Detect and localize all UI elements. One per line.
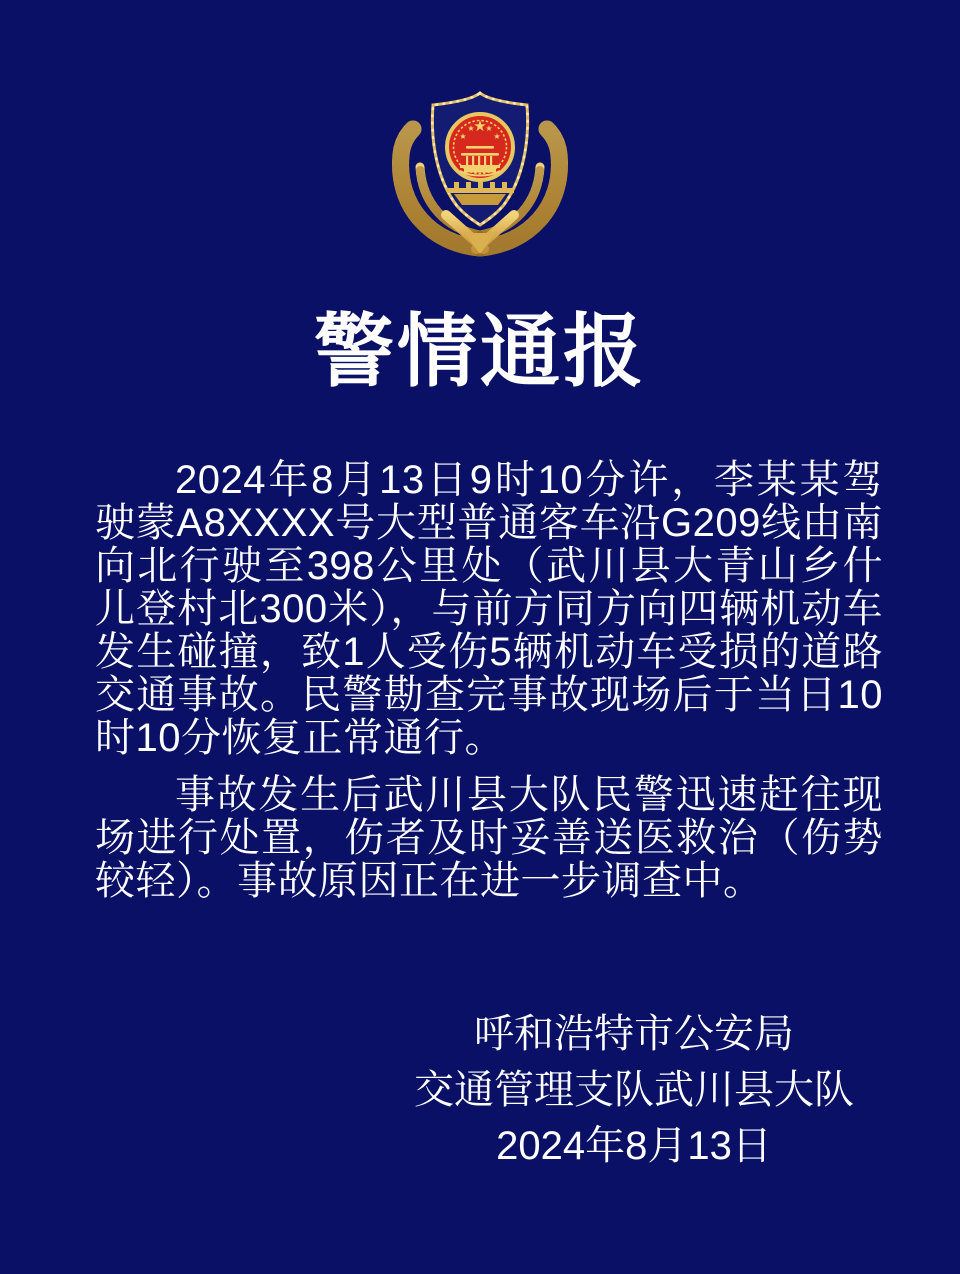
china-police-badge-icon (390, 84, 570, 258)
signature-department: 交通管理支队武川县大队 (414, 1068, 854, 1112)
svg-text:★: ★ (473, 117, 487, 135)
signature-block (384, 1006, 884, 1174)
notice-title: 警情通报 (314, 307, 646, 396)
svg-text:★: ★ (459, 132, 467, 141)
signature-date: 2024年8月13日 (496, 1124, 772, 1168)
notice-body (95, 459, 883, 903)
notice-paragraph-1: 2024年8月13日9时10分许，李某某驾驶蒙A8XXXX号大型普通客车沿G209线由南向北行驶至398公里处（武川县大青山乡什儿登村北300米），与前方同方向四辆机动车发生碰撞，致1人受伤5辆机动车受损的道路交通事故。民警勘查完事故现场后于当日10时10分恢复正常通行。 (95, 458, 883, 760)
svg-text:★: ★ (485, 124, 493, 133)
notice-paragraph-2: 事故发生后武川县大队民警迅速赶往现场进行处置，伤者及时妥善送医救治（伤势较轻）。事故原因正在进一步调查中。 (95, 773, 883, 903)
signature-agency: 呼和浩特市公安局 (474, 1012, 794, 1056)
svg-text:★: ★ (467, 124, 475, 133)
svg-text:★: ★ (493, 132, 501, 141)
